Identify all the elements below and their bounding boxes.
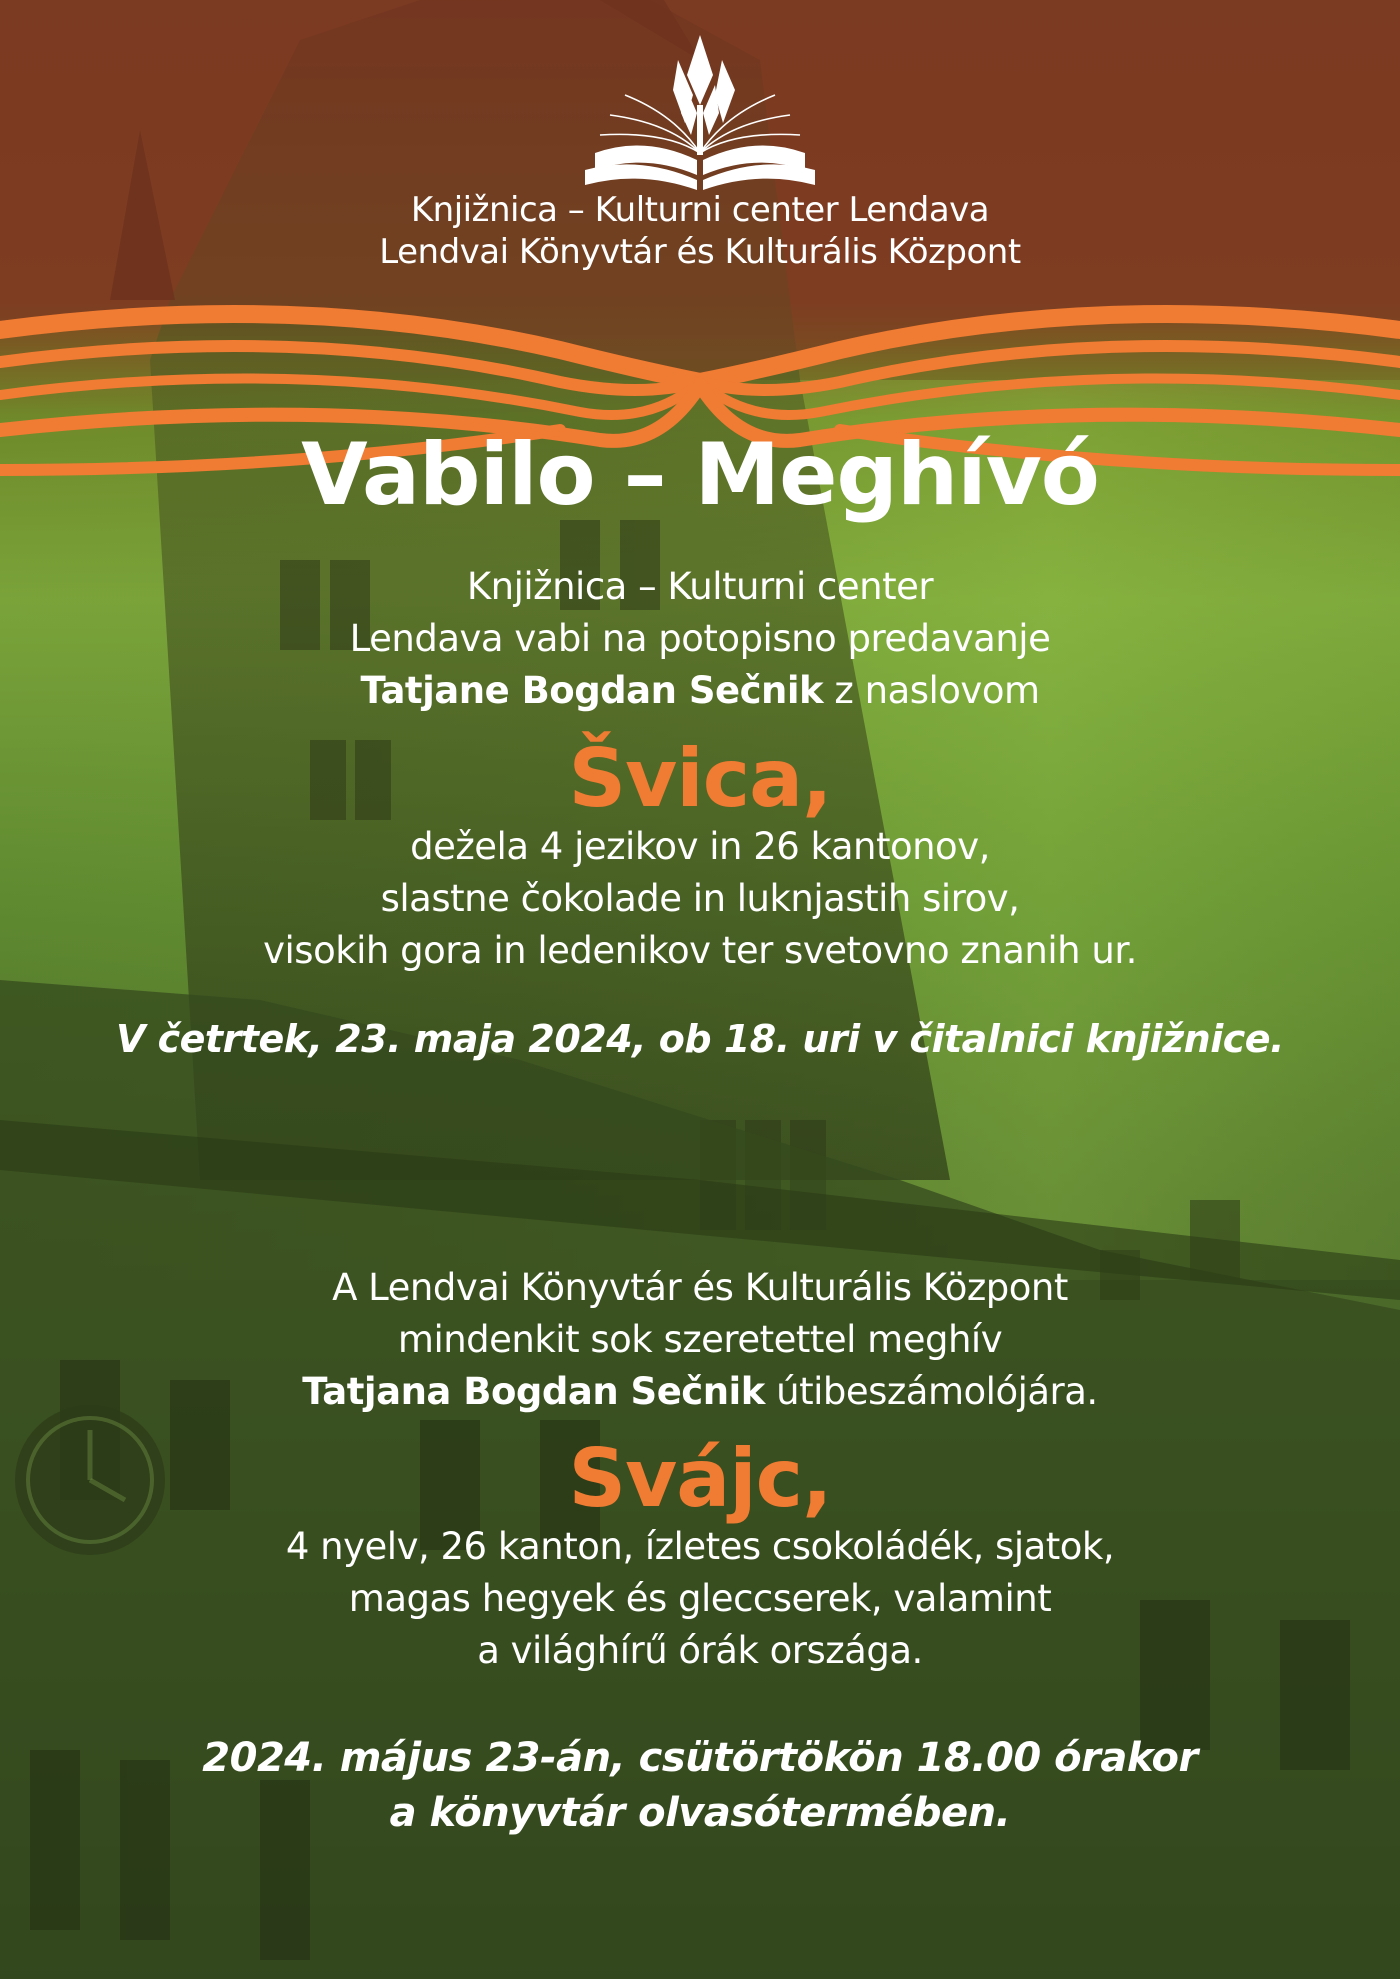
slovene-heading: Švica, [568,732,832,825]
hungarian-heading: Svájc, [568,1432,832,1525]
hungarian-speaker-suffix: útibeszámolójára. [764,1370,1098,1413]
hungarian-intro-line-2: mindenkit sok szeretettel meghív [397,1318,1003,1361]
hungarian-desc-line-2: magas hegyek és gleccserek, valamint [348,1577,1052,1620]
slovene-speaker-name: Tatjane Bogdan Sečnik [360,669,824,712]
slovene-intro-line-2: Lendava vabi na potopisno predavanje [349,617,1051,660]
hungarian-speaker-line [0,1370,1400,1413]
hungarian-event-date-line-1: 2024. május 23-án, csütörtökön 18.00 órakor [202,1735,1198,1781]
slovene-desc-line-3: visokih gora in ledenikov ter svetovno znanih ur. [263,929,1137,972]
hungarian-intro-line-1: A Lendvai Könyvtár és Kulturális Központ [332,1266,1068,1309]
org-name-hungarian: Lendvai Könyvtár és Kulturális Központ [379,232,1021,272]
slovene-speaker-line [0,669,1400,712]
slovene-desc-line-2: slastne čokolade in luknjastih sirov, [380,877,1020,920]
hungarian-event-date-line-2: a könyvtár olvasótermében. [389,1790,1011,1836]
slovene-desc-line-1: dežela 4 jezikov in 26 kantonov, [410,825,990,868]
hungarian-speaker-name: Tatjana Bogdan Sečnik [302,1370,765,1413]
book-with-wheat-logo-icon [585,35,815,190]
org-name-slovene: Knjižnica – Kulturni center Lendava [410,190,990,230]
slovene-intro-line-1: Knjižnica – Kulturni center [466,565,934,608]
hungarian-desc-line-3: a világhírű órák országa. [477,1629,923,1672]
slovene-event-date: V četrtek, 23. maja 2024, ob 18. uri v čitalnici knjižnice. [115,1017,1284,1061]
page-title: Vabilo – Meghívó [301,425,1099,525]
hungarian-desc-line-1: 4 nyelv, 26 kanton, ízletes csokoládék, sjatok, [285,1525,1115,1568]
slovene-speaker-suffix: z naslovom [823,669,1040,712]
